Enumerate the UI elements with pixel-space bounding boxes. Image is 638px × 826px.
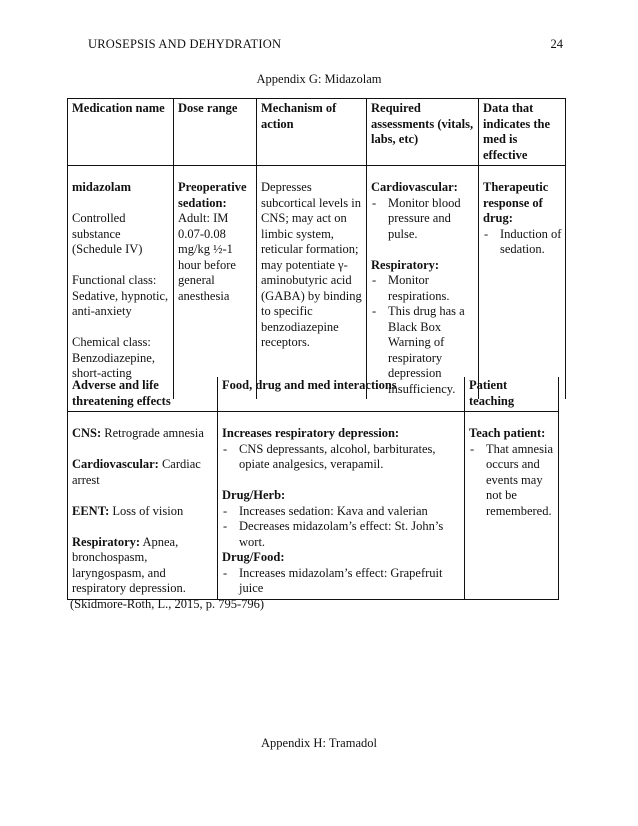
functional-class-value: Sedative, hypnotic, anti-anxiety — [72, 288, 169, 318]
dose-label: Preoperative sedation: — [178, 180, 247, 210]
drug-herb-label: Drug/Herb: — [222, 488, 286, 502]
header-interactions: Food, drug and med interactions — [218, 377, 465, 412]
header-mechanism: Mechanism of action — [257, 99, 367, 166]
running-head: UROSEPSIS AND DEHYDRATION — [88, 37, 282, 51]
dose-text: Adult: IM 0.07-0.08 mg/kg ½-1 hour before general anesthesia — [178, 211, 236, 303]
therapeutic-response-item: - Induction of sedation. — [483, 227, 562, 258]
drug-herb-item: - Decreases midazolam’s effect: St. John’s wort. — [222, 519, 461, 550]
effective-cell — [479, 166, 566, 400]
controlled-substance: Controlled substance (Schedule IV) — [72, 211, 143, 256]
chemical-class-value: Benzodiazepine, short-acting — [72, 350, 155, 380]
cardiovascular-effect-label: Cardiovascular: — [72, 457, 159, 471]
drug-herb-item: - Increases sedation: Kava and valerian — [222, 504, 461, 520]
interactions-cell — [218, 412, 465, 600]
eent-label: EENT: — [72, 503, 110, 518]
respiratory-effect-label: Respiratory: — [72, 534, 141, 549]
respiratory-assessment-item: - This drug has a Black Box Warning of respiratory depression insufficiency. — [371, 304, 475, 397]
medication-name: midazolam — [72, 180, 132, 194]
teach-patient-label: Teach patient: — [469, 426, 546, 440]
header-effective-data: Data that indicates the med is effective — [479, 99, 566, 166]
eent-text: Loss of vision — [112, 503, 184, 518]
medication-table-row — [68, 166, 566, 400]
mechanism-cell: Depresses subcortical levels in CNS; may act on limbic system, reticular formation; may potentiate γ-aminobutyric acid (GABA) by binding to specific benzodiazepine receptors. — [257, 166, 367, 400]
cns-label: CNS: — [72, 426, 102, 440]
respiratory-interaction-item: - CNS depressants, alcohol, barbiturates, opiate analgesics, verapamil. — [222, 442, 461, 473]
medication-name-cell — [68, 166, 174, 400]
page-number: 24 — [550, 37, 563, 51]
effects-table-header — [68, 377, 559, 412]
adverse-effects-cell — [68, 412, 218, 600]
cns-text: Retrograde amnesia — [104, 426, 204, 440]
respiratory-assessment-label: Respiratory: — [371, 257, 440, 272]
respiratory-interaction-label: Increases respiratory depression: — [222, 426, 400, 440]
patient-teaching-cell — [465, 412, 559, 600]
effects-table-row — [68, 412, 559, 600]
header-required-assessments: Required assessments (vitals, labs, etc) — [367, 99, 479, 166]
dose-range-cell — [174, 166, 257, 400]
therapeutic-response-label: Therapeutic response of drug: — [483, 180, 549, 225]
respiratory-effect-text: Apnea, bronchospasm, laryngospasm, and respiratory depression. — [72, 534, 186, 595]
teach-patient-item: - That amnesia occurs and events may not be remembered. — [469, 442, 555, 520]
medication-table-header — [68, 99, 566, 166]
cardiovascular-effect-text: Cardiac arrest — [72, 457, 201, 487]
assessments-cell — [367, 166, 479, 400]
header-adverse-effects: Adverse and life threatening effects — [68, 377, 218, 412]
medication-table — [67, 98, 566, 399]
header-patient-teaching: Patient teaching — [465, 377, 559, 412]
header-medication-name: Medication name — [68, 99, 174, 166]
drug-food-item: - Increases midazolam’s effect: Grapefruit juice — [222, 566, 461, 597]
drug-food-label: Drug/Food: — [222, 550, 285, 564]
chemical-class-label: Chemical class: — [72, 335, 151, 349]
header-dose-range: Dose range — [174, 99, 257, 166]
respiratory-assessment-item: - Monitor respirations. — [371, 273, 475, 304]
next-appendix-title: Appendix H: Tramadol — [261, 736, 377, 750]
effects-table — [67, 377, 559, 600]
appendix-title: Appendix G: Midazolam — [256, 72, 382, 86]
cardiovascular-assessment-item: - Monitor blood pressure and pulse. — [371, 196, 475, 243]
citation: (Skidmore-Roth, L., 2015, p. 795-796) — [70, 597, 265, 611]
functional-class-label: Functional class: — [72, 273, 157, 287]
cardiovascular-assessment-label: Cardiovascular: — [371, 180, 458, 194]
